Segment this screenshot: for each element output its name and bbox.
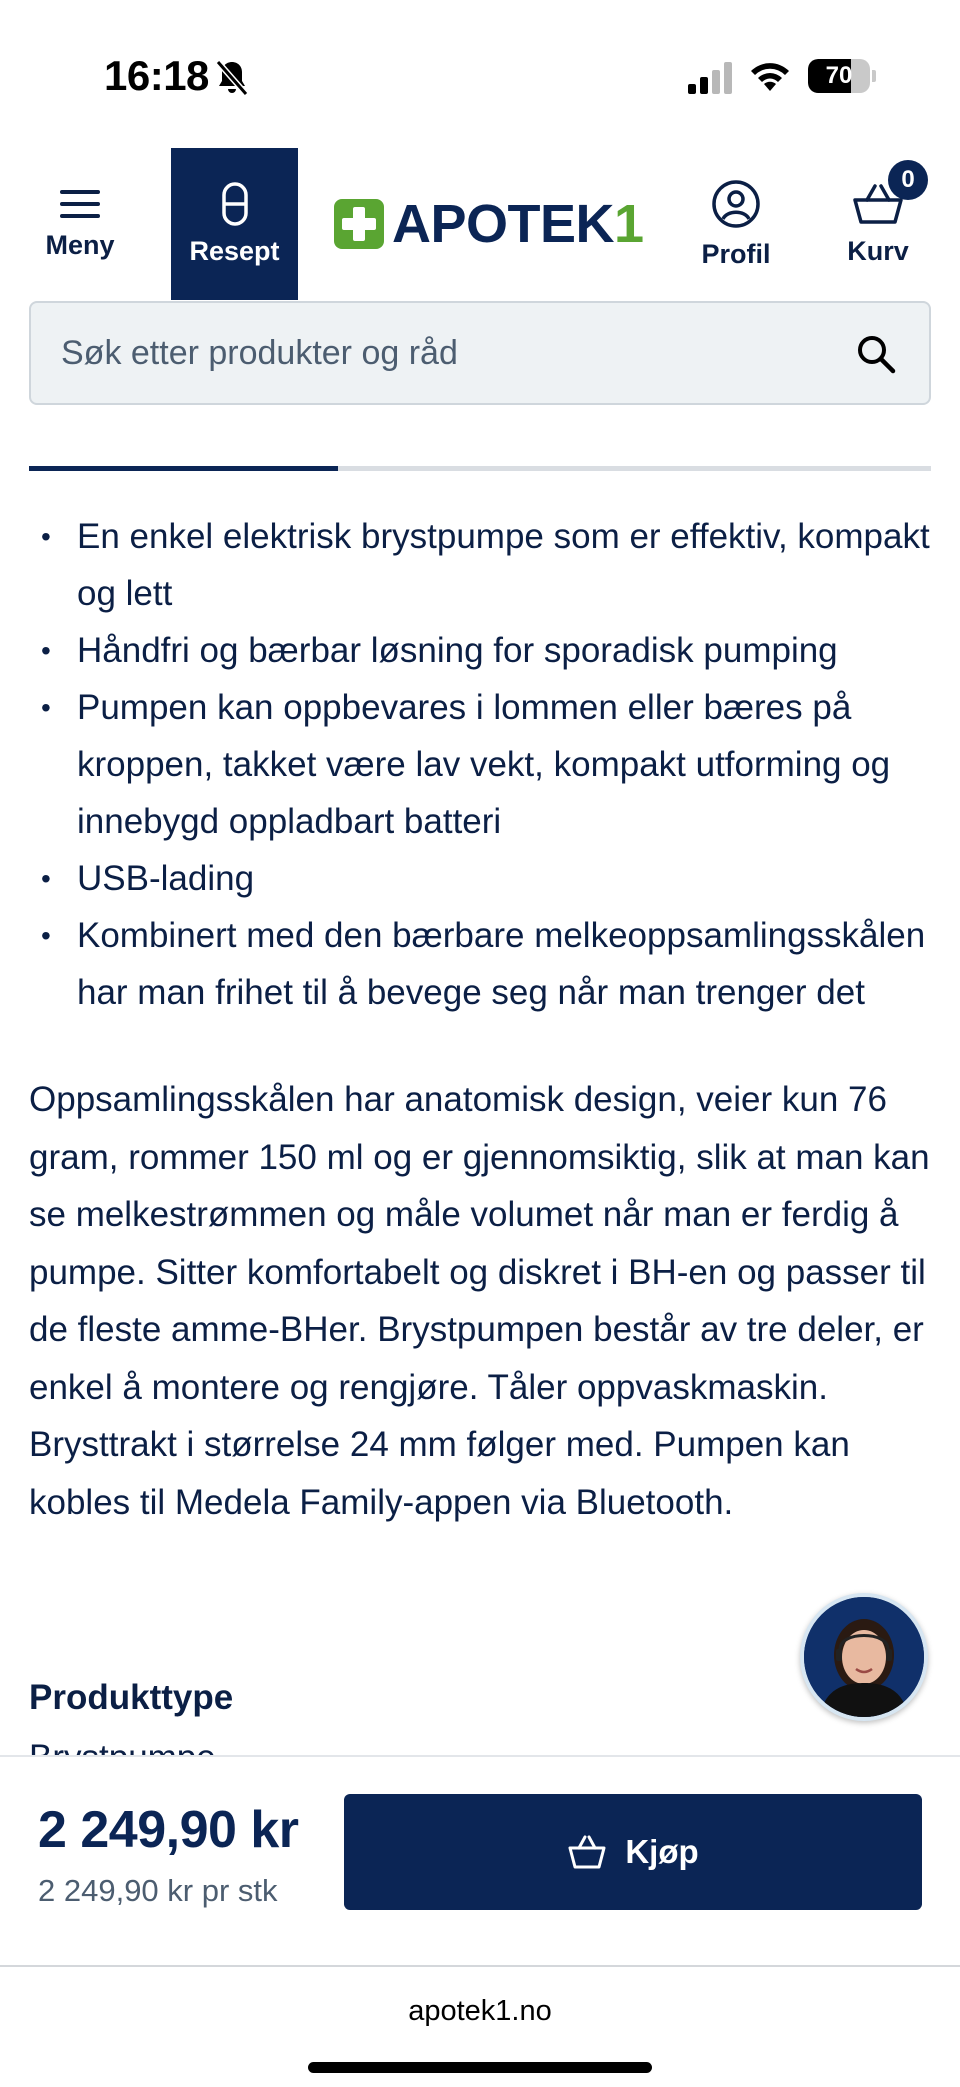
green-cross-icon (334, 199, 384, 249)
home-indicator[interactable] (308, 2062, 652, 2073)
resept-button[interactable] (171, 148, 298, 300)
feature-list (29, 508, 931, 1021)
cellular-signal-icon (688, 62, 736, 94)
purchase-bar (0, 1755, 960, 1965)
search-bar (29, 301, 931, 405)
profile-button[interactable] (690, 148, 782, 300)
tab-indicator-active (29, 466, 338, 471)
buy-button[interactable] (344, 1794, 922, 1910)
product-description (29, 508, 931, 1531)
search-input[interactable] (61, 303, 841, 403)
cart-button[interactable] (832, 148, 924, 300)
product-type-title: Produkttype (29, 1678, 234, 1717)
status-time: 16:18 (104, 52, 209, 99)
buy-label: Kjøp (625, 1833, 699, 1870)
resept-label: Resept (189, 235, 280, 266)
wifi-icon (748, 58, 792, 94)
profile-label: Profil (701, 238, 771, 269)
description-paragraph: Oppsamlingsskålen har anatomisk design, veier kun 76 gram, rommer 150 ml og er gjennomsiktig, slik at man kan se melkestrømmen og måle volumet når man er ferdig å pumpe. Sitter komfortabelt og diskret i BH-en og passer til de fleste amme-BHer. Brystpumpen består av tre deler, er enkel å montere og rengjøre. Tåler oppvaskmaskin. Brysttrakt i størrelse 24 mm følger med. Pumpen kan kobles til Medela Family-appen via Bluetooth. (29, 1080, 930, 1522)
menu-label: Meny (45, 229, 115, 260)
bell-muted-icon (214, 58, 250, 98)
url-text[interactable]: apotek1.no (408, 1995, 552, 2027)
feature-item: • Pumpen kan oppbevares i lommen eller bæres på kroppen, takket være lav vekt, kompakt utforming og innebygd oppladbart batteri (29, 679, 931, 850)
browser-url-bar (0, 1965, 960, 2087)
user-icon (711, 179, 761, 229)
unit-price: 2 249,90 kr pr stk (38, 1873, 278, 1908)
basket-icon (567, 1834, 607, 1870)
apotek1-logo[interactable] (334, 194, 644, 254)
site-header (0, 148, 960, 300)
logo-number: 1 (614, 194, 644, 254)
person-avatar-icon (804, 1597, 924, 1717)
search-icon[interactable] (855, 333, 897, 375)
logo-text: APOTEK1 (392, 194, 644, 254)
hamburger-icon (60, 188, 100, 220)
feature-item: • USB-lading (29, 850, 931, 907)
feature-item: • En enkel elektrisk brystpumpe som er effektiv, kompakt og lett (29, 508, 931, 622)
menu-button[interactable] (28, 148, 132, 300)
battery-icon (808, 59, 876, 93)
status-bar (0, 0, 960, 148)
battery-level: 70 (825, 62, 853, 89)
product-price: 2 249,90 kr (38, 1801, 299, 1859)
feature-item: • Kombinert med den bærbare melkeoppsamlingsskålen har man frihet til å bevege seg når man trenger det (29, 907, 931, 1021)
cart-count-badge: 0 (888, 160, 928, 200)
cart-label: Kurv (847, 235, 909, 266)
chat-assistant-avatar[interactable] (800, 1593, 928, 1721)
pill-icon (222, 182, 248, 226)
feature-item: • Håndfri og bærbar løsning for sporadisk pumping (29, 622, 931, 679)
